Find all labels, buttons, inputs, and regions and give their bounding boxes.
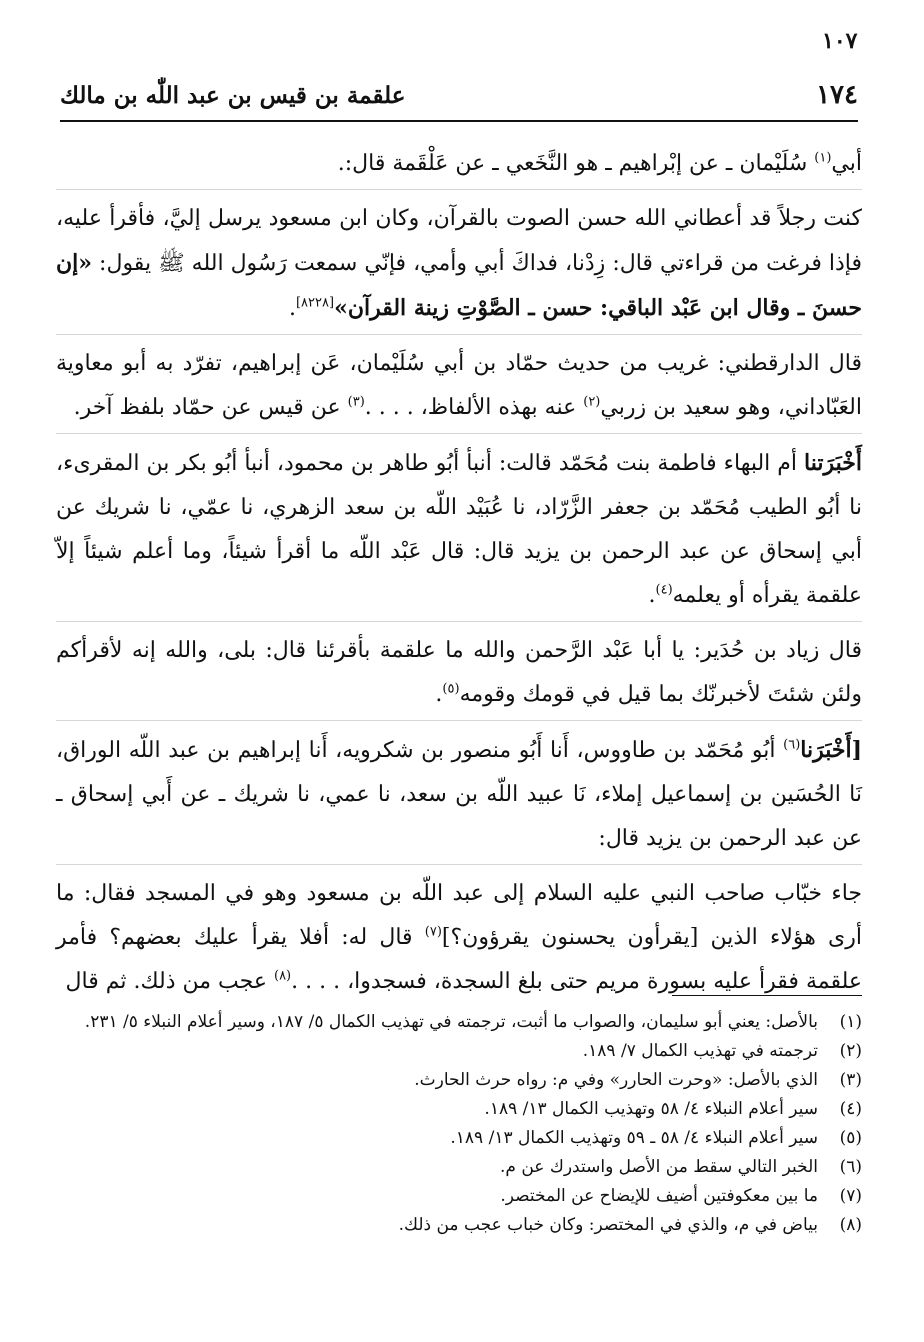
footnote-text: ترجمته في تهذيب الكمال ٧/ ١٨٩. <box>582 1041 818 1061</box>
paragraph <box>56 629 862 717</box>
footnote <box>56 1008 862 1037</box>
paragraph <box>56 872 862 1004</box>
footnote-number: (١) <box>839 1012 862 1032</box>
footnote-text: الذي بالأصل: «وحرت الحارر» وفي م: رواه حرث الحارث. <box>414 1070 818 1090</box>
divider <box>56 334 862 335</box>
footnote-text: ما بين معكوفتين أضيف للإيضاح عن المختصر. <box>500 1186 818 1206</box>
text-run: عجب من ذلك. ثم قال <box>65 969 274 994</box>
divider <box>56 864 862 865</box>
footnote <box>56 1066 862 1095</box>
footnote-number: (٤) <box>839 1099 862 1119</box>
text-run: كنت رجلاً قد أعطاني الله حسن الصوت بالقرآن، وكان ابن مسعود يرسل إليَّ، فأقرأ عليه، فإذا فرغت من قراءتي قال: زِدْنا، فداكَ أبي وأمي، فإنّي سمعت رَسُول الله ﷺ يقول: <box>56 206 862 276</box>
paragraph <box>56 342 862 430</box>
text-run: أبُو مُحَمّد بن طاووس، أَنا أَبُو منصور بن شكرويه، أَنا إبراهيم بن عبد اللّه الوراق، نَا الحُسَين بن إسماعيل إملاء، نَا عبيد اللّه بن سعد، نا عمي، نا شريك ـ عن أَبي إسحاق ـ عن عبد الرحمن بن يزيد قال: <box>56 738 862 851</box>
footnote-number: (٢) <box>839 1041 862 1061</box>
text-run: . <box>435 682 443 707</box>
footnote-ref[interactable]: (٤) <box>655 582 673 598</box>
isnad-lead: أَخْبَرَتنا <box>804 450 862 476</box>
main-text <box>56 142 862 1004</box>
footnote-text: سير أعلام النبلاء ٤/ ٥٨ ـ ٥٩ وتهذيب الكمال ١٣/ ١٨٩. <box>450 1128 818 1148</box>
text-run: جاء خبّاب صاحب النبي عليه السلام إلى عبد اللّه بن مسعود وهو في المسجد فقال: ما أرى هؤلاء الذين [يقرأون يحسنون يقرؤون؟] <box>56 881 862 950</box>
footnote-ref[interactable]: (٦) <box>783 737 801 753</box>
footnote-ref[interactable]: (٥) <box>442 681 460 697</box>
text-run: . <box>648 583 656 608</box>
footnote <box>56 1153 862 1182</box>
text-run: عنه بهذه الألفاظ، . . . . <box>364 395 584 420</box>
footnote-rule <box>672 995 862 996</box>
running-title: علقمة بن قيس بن عبد اللّٰه بن مالك <box>60 82 406 109</box>
paragraph <box>56 197 862 331</box>
text-run: سُلَيْمان ـ عن إبْراهيم ـ هو النَّخَعي ـ عن عَلْقَمة قال:. <box>337 151 815 176</box>
footnote-text: سير أعلام النبلاء ٤/ ٥٨ وتهذيب الكمال ١٣/ ١٨٩. <box>484 1099 818 1119</box>
text-run: . <box>288 296 296 321</box>
hadith-number: [٨٢٢٨] <box>295 295 335 311</box>
text-run: قال الدارقطني: غريب من حديث حمّاد بن أبي سُلَيْمان، عَن إبراهيم، تفرّد به أبو معاوية العَبّاداني، وهو سعيد بن زربي <box>56 351 862 420</box>
hadith-text: «إن حسنَ ـ وقال ابن عَبْد الباقي: حسن ـ الصَّوْتِ زينة القرآن» <box>56 250 862 321</box>
footnote-text: بياض في م، والذي في المختصر: وكان خباب عجب من ذلك. <box>398 1215 818 1235</box>
footnote-number: (٣) <box>839 1070 862 1090</box>
footnote <box>56 1182 862 1211</box>
footnote <box>56 1095 862 1124</box>
footnote-number: (٦) <box>839 1157 862 1177</box>
footnote-number: (٥) <box>839 1128 862 1148</box>
page-number: ١٧٤ <box>816 80 858 110</box>
isnad-lead: [أَخْبَرَنا <box>800 737 862 763</box>
footnote-ref[interactable]: (٧) <box>424 924 442 940</box>
page-header <box>60 80 858 122</box>
footnote <box>56 1124 862 1153</box>
text-run: أم البهاء فاطمة بنت مُحَمّد قالت: أنبأ أبُو طاهر بن محمود، أنبأ أبُو بكر بن المقرىء، نا أبُو الطيب مُحَمّد بن جعفر الزَّرّاد، نا عُبَيْد اللّه بن سعد الزهري، نا عمّي، نا شريك عن أبي إسحاق عن عبد الرحمن بن يزيد قال: قال عَبْد اللّه ما أقرأ شيئاً، وما أعلم شيئاً إلاّ علقمة يقرأه أو يعلمه <box>56 451 862 608</box>
footnote-number: (٧) <box>839 1186 862 1206</box>
text-run: عن قيس عن حمّاد بلفظ آخر. <box>73 395 348 420</box>
footnote-ref[interactable]: (٨) <box>273 968 292 984</box>
footnote-ref[interactable]: (١) <box>814 150 832 166</box>
footnote <box>56 1037 862 1066</box>
text-run: أبي <box>831 151 862 176</box>
footnote <box>56 1211 862 1240</box>
footnote-ref[interactable]: (٣) <box>347 394 365 410</box>
footnote-ref[interactable]: (٢) <box>583 394 601 410</box>
footnote-text: الخبر التالي سقط من الأصل واستدرك عن م. <box>500 1157 818 1177</box>
paragraph <box>56 728 862 861</box>
footnotes <box>56 1008 862 1240</box>
footnote-number: (٨) <box>839 1215 862 1235</box>
divider <box>56 189 862 190</box>
divider <box>56 720 862 721</box>
footnote-text: بالأصل: يعني أبو سليمان، والصواب ما أثبت، ترجمته في تهذيب الكمال ٥/ ١٨٧، وسير أعلام النبلاء ٥/ ٢٣١. <box>84 1012 818 1032</box>
paragraph <box>56 142 862 186</box>
text-run: قال له: أفلا يقرأ عليك بعضهم؟ فأمر علقمة فقرأ عليه بسورة مريم حتى بلغ السجدة، فسجدوا، . . . . <box>56 925 862 994</box>
text-run: قال زياد بن حُدَير: يا أبا عَبْد الرَّحمن والله ما علقمة بأقرئنا قال: بلى، والله إنه لأقرأكم ولئن شئتَ لأخبرنّك بما قيل في قومك وقومه <box>56 638 862 707</box>
divider <box>56 621 862 622</box>
divider <box>56 433 862 434</box>
paragraph <box>56 441 862 618</box>
corner-mark: ١٠٧ <box>822 28 858 54</box>
